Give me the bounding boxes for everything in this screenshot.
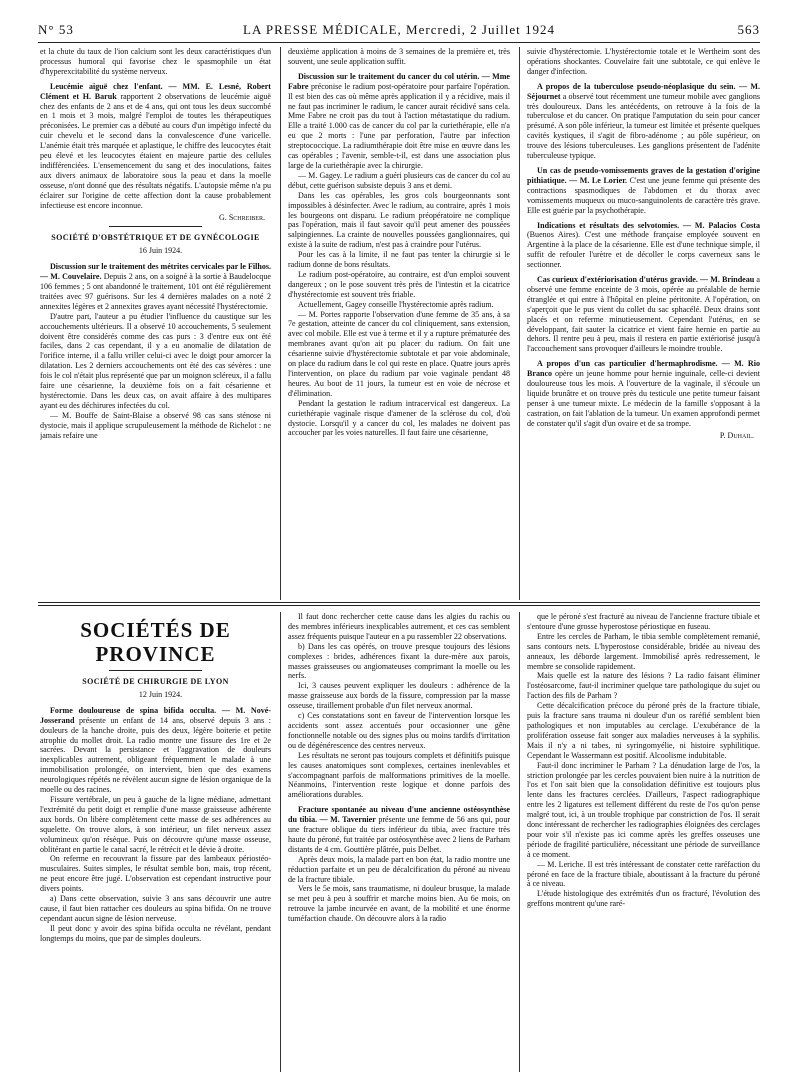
paragraph: a) Dans cette observation, suivie 3 ans sans découvrir une autre cause, il faut bien rattacher ces douleurs au spina bifida. On ne trouve cependant aucun signe de lésion nerveuse. — [40, 894, 271, 923]
paragraph: b) Dans les cas opérés, on trouve presque toujours des lésions complexes : brides, adhérences fixant la dure-mère aux parois, masses graisseuses ou angiomateuses comprimant la moelle ou les nerfs. — [288, 641, 510, 681]
signature: P. Duhail. — [719, 430, 754, 440]
paragraph: Discussion sur le traitement du cancer du col utérin. — Mme Fabre préconise le radium post-opératoire pour parfaire l'opération. Il est bien des cas où même après application il y a récidive, mais il ne faut pas incriminer le radium, le cancer aurait récidivé sans cela. Mme Fabre ne croit pas du tout à l'action métastatique du radium. Elle a traité 1.000 cas de cancer du col par la curiethérapie, elle n'a eu que 2 morts : l'une par perforation, l'autre par infection streptococcique. La radiumthérapie doit être mise en œuvre dans les cas opérables ; l'avenir, semble-t-il, est dans une association plus large de la curiethérapie avec la chirurgie. — [288, 71, 510, 170]
paragraph: Cette décalcification précoce du péroné près de la fracture tibiale, puis la fracture sans trauma ni douleur d'un os raréfié semblent bien pathologiques et non imputables au cerclage. L'exubérance de la prolifération osseuse fait songer aux maladies nerveuses à la syphilis. Mais il n'y a ni tabes, ni syringomyélie, ni histoire syphilitique. Cependant le Wassermann est positif. Alcoolisme indubitable. — [527, 701, 760, 760]
paragraph: Les résultats ne seront pas toujours complets et définitifs puisque les causes anatomiques sont complexes, certaines inenlevables et s'accompagnant parfois de malformations primitives de la moelle. Néanmoins, l'intervention reste logique et donne parfois des améliorations durables. — [288, 750, 510, 800]
section-heading: SOCIÉTÉ DE CHIRURGIE DE LYON — [82, 677, 229, 686]
section-date: 12 Juin 1924. — [138, 689, 183, 699]
subheading: A propos d'un cas particulier d'hermaphrodisme. — M. Rio Branco — [527, 359, 760, 379]
page-header — [38, 22, 760, 42]
paragraph: L'étude histologique des extrémités d'un os fracturé, l'évolution des greffons montrent qu'une raré- — [527, 889, 760, 909]
section-rule-top — [38, 602, 760, 603]
subheading: Indications et résultats des selvotomies. — M. Palacios Costa — [537, 220, 760, 230]
paragraph: Après deux mois, la malade part en bon état, la radio montre une réduction parfaite et un peu de décalcification du péroné au niveau de la fracture tibiale. — [288, 854, 510, 884]
paragraph: Il peut donc y avoir des spina bifida occulta ne révélant, pendant longtemps du moins, que par de simples douleurs. — [40, 923, 271, 943]
subheading: Un cas de pseudo-vomissements graves de la gestation d'origine pithiatique. — M. Le Lorier. — [527, 165, 760, 185]
column-rule — [519, 47, 520, 600]
paragraph: c) Ces constatations sont en faveur de l'intervention lorsque les accidents sont assez accentués pour occasionner une gêne fonctionnelle notable ou des signes plus ou moins tardifs d'irritation ou de dégénérescence des centres nerveux. — [288, 711, 510, 750]
paragraph: Leucémie aiguë chez l'enfant. — MM. E. Lesné, Robert Clément et H. Baruk rapportent 2 observations de leucémie aiguë chez des enfants de 2 ans et de 4 ans, qui ont tous les deux succombé en 1 mois et 3 mois, malgré l'emploi de toutes les thérapeutiques préconisées. Le premier cas a débuté au cours d'un impétigo infecté du cuir chevelu et le second dans la convalescence d'une varicelle. L'anémie était très marquée et aplastique, le chiffre des leucocytes était peu élevé et les leucocytes étaient en majeure partie des cellules indifférenciées. L'ensemencement du sang et des inoculations, faites aux divers animaux de laboratoire sous la peau et dans la moelle osseuse, n'ont donné que des résultats négatifs. L'autopsie même n'a pu éclairer sur l'origine de cette affection dont la cause probablement infectieuse est encore inconnue. — [40, 81, 271, 210]
paragraph: Actuellement, Gagey conseille l'hystérectomie après radium. — [298, 299, 494, 309]
paragraph: suivie d'hystérectomie. L'hystérectomie totale et le Wertheim sont des opérations shockantes. Couvelaire fait une subtotale, ce qui enlève le danger d'infection. — [527, 47, 760, 76]
subheading: Fracture spontanée au niveau d'une ancienne ostéosynthèse du tibia. — M. Tavernier — [288, 805, 510, 825]
paragraph: Pour les cas à la limite, il ne faut pas tenter la chirurgie si le radium donne de bons résultats. — [288, 250, 510, 270]
paragraph: — M. Portes rapporte l'observation d'une femme de 35 ans, à sa 7e gestation, atteinte de cancer du col cliniquement, sans extension, avec col mobile. Elle est vue à terme et il y a rupture prématurée des membranes avant qu'on ait pu placer du radium. On fait une césarienne suivie d'hystérectomie subtotale et par voie abdominale, on place du radium dans le col qui reste en place. Quatre jours après l'intervention, on place du radium par voie vaginale pendant 48 heures. Au bout de 11 jours, la tumeur est en voie de nécrose et d'élimination. — [288, 309, 510, 398]
paragraph: Fracture spontanée au niveau d'une ancienne ostéosynthèse du tibia. — M. Tavernier présente une femme de 56 ans qui, pour une fracture oblique du tiers inférieur du tibia, avec fracture très haute du péroné, fut traitée par ostéosynthèse avec 2 liens de Parham distants de 4 cm. Gouttière plâtrée, puis Delbet. — [288, 805, 510, 854]
page-number: 563 — [737, 22, 760, 37]
header-rule — [38, 42, 760, 43]
column-6 — [527, 612, 760, 1074]
paragraph: Faut-il donc incriminer le Parham ? La dénudation large de l'os, la striction prolongée par les cercles pouvaient bien nuire à la nutrition de l'os et l'on sait bien que la consolidation définitive est toujours plus lente dans les fractures cerclées. D'ailleurs, l'aspect radiographique entre les 2 ligatures est tellement différent du reste de l'os qu'on pense malgré tout, ici, à un trouble trophique par constriction de l'os. Il serait donc intéressant de rechercher les radiographies éloignées des cerclages pour voir s'il n'existe pas ici comme après les greffes osseuses une période de fragilité particulière, nécessitant une période de surveillance à ce moment. — [527, 760, 760, 859]
paragraph: Dans les cas opérables, les gros cols bourgeonnants sont impossibles à désinfecter. Avec le radium, au contraire, après 1 mois les bourgeons ont disparu. Le radium préopératoire ne complique pas l'opération, mais il faut savoir qu'il peut amener des poussées salpingiennes. La crainte de nouvelles poussées ganglionnaires, qui existe à la suite de radium, n'est pas à craindre pour l'utérus. — [288, 190, 510, 250]
paragraph: D'autre part, l'auteur a pu étudier l'influence du caustique sur les accouchements ultérieurs. Il a observé 10 accouchements, 5 seulement doivent être considérés comme des cas purs : 3 d'entre eux ont été faciles, dans 2 cas cependant, il y a eu anomalie de dilatation de l'orifice interne, il a fallu vriller celui-ci avec le doigt pour amorcer la dilatation. Les 2 derniers accouchements ont été des cas sévères : une fois le col n'était plus représenté que par un moignon scléreux, il a fallu faire une césarienne, la deuxième fois on a fait césarienne et hystérectomie. Dans les deux cas, on avait affaire à des multipares ayant eu des déchirures infectées du col. — [40, 311, 271, 410]
section-rule-bottom — [38, 605, 760, 606]
column-rule — [280, 47, 281, 600]
column-1 — [40, 47, 271, 647]
paragraph: Forme douloureuse de spina bifida occulta. — M. Nové-Josserand présente un enfant de 14 ans, observé depuis 3 ans : douleurs de la hanche droite, puis des deux, légère boiterie et petite atrophie du mollet droit. La radio montre une fissure des 1re et 2e sacrées. Devant la persistance et l'aggravation de douleurs inexplicables autrement, obligeant fréquemment le malade à une immobilisation prolongée, on intervient, bien que des examens neurologiques répétés ne révèlent aucun signe de lésion organique de la moelle ou des racines. — [40, 705, 271, 795]
section-heading: SOCIÉTÉ D'OBSTÉTRIQUE ET DE GYNÉCOLOGIE — [51, 233, 260, 243]
subheading: Discussion sur le traitement des métrites cervicales par le Filhos. — M. Couvelaire. — [40, 262, 271, 282]
column-2 — [288, 47, 510, 647]
column-rule — [280, 612, 281, 1072]
paragraph: Le radium post-opératoire, au contraire, est d'un emploi souvent dangereux ; on le pose souvent très près de l'intestin et la cicatrice d'hystérectomie est souvent très friable. — [288, 269, 510, 299]
paragraph: — M. Gagey. Le radium a guéri plusieurs cas de cancer du col au début, cette guérison subsiste depuis 3 ans et demi. — [288, 170, 510, 190]
paragraph: que le péroné s'est fracturé au niveau de l'ancienne fracture tibiale et s'entoure d'une grosse hyperostose périostique en fuseau. — [527, 612, 760, 631]
paragraph: Entre les cercles de Parham, le tibia semble complètement remanié, sans contours nets. L'hyperostose considérable, bridée au niveau des anneaux, les déborde largement. Immobilisé après redressement, le membre se consolide rapidement. — [527, 631, 760, 671]
paragraph: A propos de la tuberculose pseudo-néoplasique du sein. — M. Séjournet a observé tout récemment une tumeur mobile avec ganglions très douloureux. Dans les antécédents, on retrouve à la fois de la tuberculose et du cancer. On pratique l'amputation du sein pour cancer présumé. A son pôle inférieur, la tumeur est limitée et présente quelques cavités kystiques, il s'agit de fibro-adénome ; au pôle supérieur, on trouve des lésions tuberculeuses. Les ganglions présentent de l'adénite tuberculeuse typique. — [527, 81, 760, 161]
subheading: Discussion sur le traitement du cancer du col utérin. — Mme Fabre — [288, 71, 510, 91]
section-date: 16 Juin 1924. — [138, 246, 183, 256]
paragraph: Fissure vertébrale, un peu à gauche de la ligne médiane, admettant l'extrémité du petit doigt et remplie d'une masse graisseuse adhérente aux bords. On libère complètement cette masse de ses adhérences au squelette. On trouve alors, à son intérieur, un filet nerveux assez volumineux qu'on résèque. Puis on découvre qu'une masse osseuse, oblitérant en partie le canal sacré, le rétrécit et le dévie à droite. — [40, 794, 271, 854]
column-rule — [519, 612, 520, 1072]
subheading: A propos de la tuberculose pseudo-néoplasique du sein. — M. Séjournet — [527, 81, 760, 101]
paragraph: Cas curieux d'extériorisation d'utérus gravide. — M. Brindeau a observé une femme enceinte de 3 mois, opérée au préalable de hernie étranglée et qui entre à l'hôpital en pleine péritonite. A l'opération, on s'aperçoit que le pus vient du collet du sac sphacélé. Deux drains sont placés et on referme minutieusement. Cependant l'utérus, en se développant, fait sauter la cicatrice et vient faire hernie en partie au dehors. Il rentre peu à peu, mais il restera en partie extériorisé jusqu'à l'accouchement sans provoquer d'ailleurs le moindre trouble. — [527, 275, 760, 354]
paragraph: — M. Leriche. Il est très intéressant de constater cette raréfaction du péroné en face de la fracture tibiale, aboutissant à la fracture du péroné à ce niveau. — [527, 859, 760, 889]
section-title: SOCIÉTÉS DE PROVINCE — [80, 618, 231, 666]
paragraph: Vers le 5e mois, sans traumatisme, ni douleur brusque, la malade se met peu à peu à souffrir et marche moins bien. Au 6e mois, on retrouve la jambe incurvée en avant, de la mobilité et une énorme tuméfaction chaude. On découvre alors à la radio — [288, 884, 510, 924]
column-5 — [288, 612, 510, 1074]
paragraph: On referme en recouvrant la fissure par des lambeaux périostéo-musculaires. Suites simples, le résultat semble bon, mais, trop récent, ne peut encore être jugé. L'observation est cependant instructive pour divers points. — [40, 854, 271, 894]
issue-number: N° 53 — [38, 22, 74, 37]
issue-date: Mercredi, 2 Juillet 1924 — [406, 22, 555, 37]
paragraph: — M. Bouffe de Saint-Blaise a observé 98 cas sans sténose ni dystocie, mais il applique scrupuleusement la méthode de Richelot : ne jamais refaire une — [40, 410, 271, 440]
journal-title: LA PRESSE MÉDICALE, Mercredi, 2 Juillet 1924 — [243, 22, 555, 37]
paragraph: Mais quelle est la nature des lésions ? La radio faisant éliminer l'ostéosarcome, faut-il incriminer quelque tare pathologique du sujet ou l'action des fils de Parham ? — [527, 671, 760, 701]
paragraph: Indications et résultats des selvotomies. — M. Palacios Costa (Buenos Aires). C'est une méthode française employée souvent en Argentine à la place de la césarienne. Elle est d'une technique simple, il suffit de refouler l'urètre et de décoller le corps caverneux sans le sectionner. — [527, 220, 760, 270]
paragraph: Il faut donc rechercher cette cause dans les algies du rachis ou des membres inférieurs inexplicables autrement, et ces cas semblent assez fréquents puisque l'auteur en a pu rassembler 22 observations. — [288, 612, 510, 641]
paragraph: Pendant la gestation le radium intracervical est dangereux. La curiethérapie vaginale risque d'amener de la sclérose du col, d'où dystocie. Lorsqu'il y a cancer du col, les malades ne doivent pas accoucher par les voies naturelles. Il faut faire une césarienne, — [288, 398, 510, 438]
subheading: Forme douloureuse de spina bifida occulta. — M. Nové-Josserand — [40, 705, 271, 725]
column-4 — [40, 612, 271, 1074]
paragraph: et la chute du taux de l'ion calcium sont les deux caractéristiques d'un processus humoral qui favorise chez le spasmophile un état d'hyperexcitabilité du système nerveux. — [40, 47, 271, 76]
subheading: Leucémie aiguë chez l'enfant. — MM. E. Lesné, Robert Clément et H. Baruk — [40, 81, 271, 101]
signature: G. Schreiber. — [219, 212, 265, 222]
subheading: Cas curieux d'extériorisation d'utérus gravide. — M. Brindeau — [537, 275, 755, 285]
divider — [109, 226, 201, 227]
paragraph: Discussion sur le traitement des métrites cervicales par le Filhos. — M. Couvelaire. Depuis 2 ans, on a soigné à la sortie à Baudelocque 106 femmes ; 5 ont abandonné le traitement, 101 ont été régulièrement traitées avec 97 guérisons. Sur les 4 dernières malades on a noté 2 annexites légères et 2 annexites graves ayant nécessité l'hystérectomie. — [40, 262, 271, 311]
paragraph: A propos d'un cas particulier d'hermaphrodisme. — M. Rio Branco opère un jeune homme pour hernie inguinale, celle-ci devient douloureuse tous les mois. A l'ouverture de la vaginale, il s'écoule un liquide brunâtre et on trouve près du testicule une petite tumeur faisant penser à une tumeur mixte. Le médecin de la famille s'opposant à la castration, on fait l'ablation de la tumeur. Un examen approfondi permet de constater qu'il s'agit d'un ovaire et de sa trompe. — [527, 359, 760, 428]
divider — [109, 670, 201, 671]
paragraph: Ici, 3 causes peuvent expliquer les douleurs : adhérence de la masse graisseuse aux bords de la fissure, compression par la masse osseuse, tiraillement probable d'un filet nerveux anormal. — [288, 681, 510, 711]
paragraph: Un cas de pseudo-vomissements graves de la gestation d'origine pithiatique. — M. Le Lorier. C'est une jeune femme qui présente des contractions spasmodiques de l'abdomen et du thorax avec vomissements muqueux ou muco-sanguinolents de caractère très grave. Elle est guérie par la psychothérapie. — [527, 165, 760, 215]
paragraph: deuxième application à moins de 3 semaines de la première et, très souvent, une seule application suffit. — [288, 47, 510, 66]
column-3 — [527, 47, 760, 647]
